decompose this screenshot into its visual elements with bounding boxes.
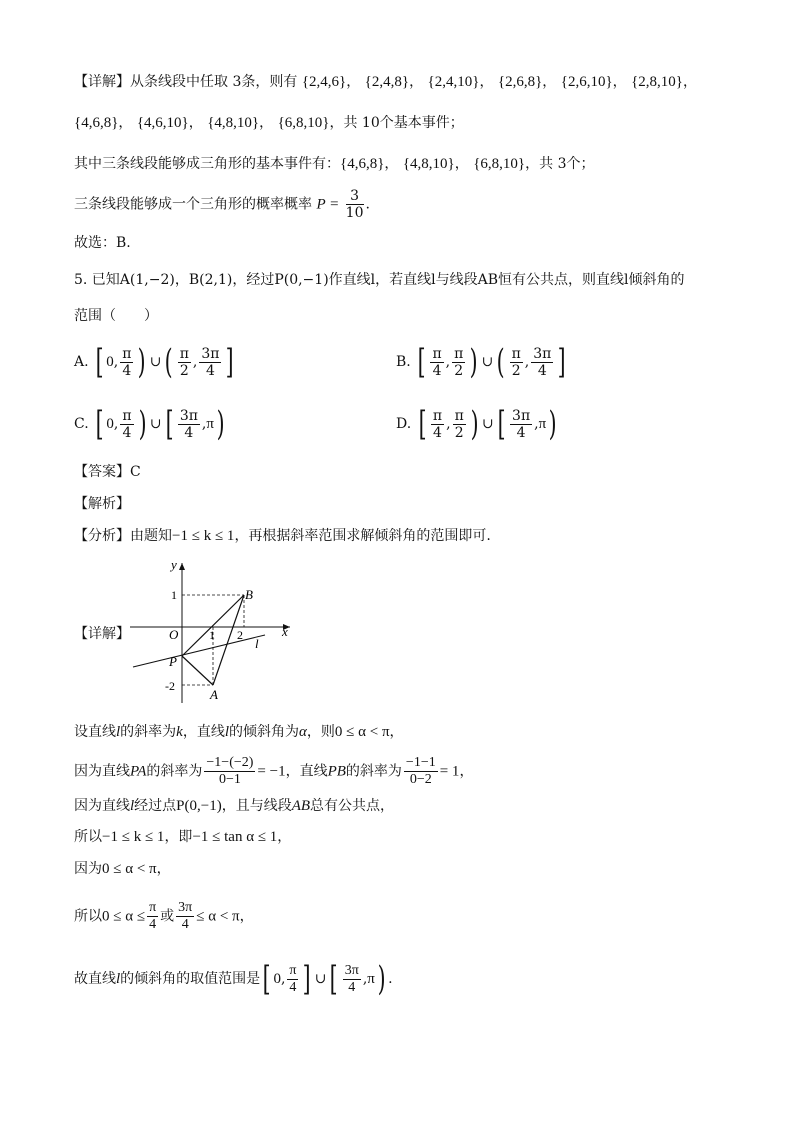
solution-line-5: 因为0 ≤ α < π， bbox=[74, 861, 171, 877]
segment-pa bbox=[182, 656, 213, 685]
question-5: 5. 已知A(1,−2)，B(2,1)，经过P(0,−1)作直线l，若直线l与线段AB恒有公共点，则直线l倾斜角的 bbox=[74, 272, 685, 288]
tick-x-1: 1 bbox=[209, 628, 215, 642]
set-item: {6,8,10} bbox=[473, 156, 526, 172]
option-d[interactable]: D. [ $\frac{\pi}{4}$ , $\frac{\pi}{2}$ ) ∪ [ $\frac{3\pi}{4}$ ,π) bbox=[396, 404, 557, 444]
label-b: B bbox=[245, 587, 253, 602]
set-item: {2,4,6} bbox=[301, 74, 347, 90]
detail-tag: 【详解】 bbox=[74, 74, 130, 90]
detail-paragraph-1: 【详解】从条线段中任取 3条，则有 {2,4,6}， {2,4,8}， {2,4,10}， {2,6,8}， {2,6,10}， {2,8,10}， bbox=[74, 74, 698, 90]
solution-line-7: 故直线l的倾斜角的取值范围是[ 0, $\frac{\pi}{4}$ ] ∪ [ $\frac{3\pi}{4}$ ,π) . bbox=[74, 959, 393, 999]
set-item: {6,8,10} bbox=[277, 115, 330, 131]
tick-y-1: 1 bbox=[171, 588, 177, 602]
solution-line-4: 所以−1 ≤ k ≤ 1，即−1 ≤ tan α ≤ 1， bbox=[74, 829, 292, 845]
set-item: {2,6,8} bbox=[497, 74, 543, 90]
set-item: {2,4,10} bbox=[427, 74, 480, 90]
question-5-cont: 范围（ ） bbox=[74, 308, 158, 324]
set-item: {4,8,10} bbox=[402, 156, 455, 172]
label-x: x bbox=[282, 624, 288, 639]
set-item: {4,8,10} bbox=[207, 115, 260, 131]
solution-line-2: 因为直线PA的斜率为 $\frac{-1-(-2)}{0-1}$ = −1，直线PB的斜率为 $\frac{-1-1}{0-2}$ = 1， bbox=[74, 755, 474, 787]
set-item: {4,6,10} bbox=[136, 115, 189, 131]
probability-fraction: $\frac{3}{10}$ bbox=[345, 188, 364, 221]
y-axis-arrow bbox=[179, 563, 185, 570]
solution-line-1: 设直线l的斜率为k，直线l的倾斜角为α，则0 ≤ α < π， bbox=[74, 724, 404, 740]
choice-line: 故选：B. bbox=[74, 235, 131, 251]
set-item: {4,6,8} bbox=[74, 115, 119, 131]
analysis-tag: 【解析】 bbox=[74, 496, 130, 512]
label-o: O bbox=[169, 627, 179, 642]
answer-line: 【答案】C bbox=[74, 464, 141, 480]
tick-y-neg2: -2 bbox=[165, 679, 175, 693]
set-item: {2,4,8} bbox=[364, 74, 410, 90]
option-b[interactable]: B. [ $\frac{\pi}{4}$ , $\frac{\pi}{2}$ ) ∪ ( $\frac{\pi}{2}$ , $\frac{3\pi}{4}$ ] bbox=[396, 342, 566, 382]
detail-paragraph-1-cont: {4,6,8}， {4,6,10}， {4,8,10}， {6,8,10}，共 10个基本事件； bbox=[74, 115, 464, 131]
coordinate-figure bbox=[125, 555, 305, 705]
probability-line: 三条线段能够成一个三角形的概率概率 P = $\frac{3}{10}$ . bbox=[74, 188, 370, 221]
solution-line-3: 因为直线l经过点P(0,−1)，且与线段AB总有公共点， bbox=[74, 798, 395, 814]
option-c[interactable]: C. [ 0, $\frac{\pi}{4}$ ) ∪ [ $\frac{3\pi}{4}$ ,π) bbox=[74, 404, 225, 444]
label-y: y bbox=[171, 557, 177, 572]
segment-pb bbox=[182, 595, 244, 656]
set-item: {4,6,8} bbox=[340, 156, 385, 172]
label-p: P bbox=[169, 654, 177, 669]
detail-paragraph-2: 其中三条线段能够成三角形的基本事件有：{4,6,8}， {4,8,10}， {6,8,10}，共 3个； bbox=[74, 156, 595, 172]
fenxi-line: 【分析】由题知−1 ≤ k ≤ 1，再根据斜率范围求解倾斜角的范围即可. bbox=[74, 528, 491, 544]
option-a[interactable]: A. [ 0, $\frac{\pi}{4}$ ) ∪ ( $\frac{\pi}{2}$ , $\frac{3\pi}{4}$ ] bbox=[74, 342, 235, 382]
detail-tag-2: 【详解】 bbox=[74, 626, 130, 642]
label-l: l bbox=[255, 636, 259, 651]
label-a: A bbox=[210, 687, 218, 702]
tick-x-2: 2 bbox=[237, 628, 243, 642]
solution-line-6: 所以0 ≤ α ≤ $\frac{\pi}{4}$ 或 $\frac{3\pi}{4}$ ≤ α < π， bbox=[74, 900, 254, 932]
set-item: {2,6,10} bbox=[560, 74, 613, 90]
set-item: {2,8,10} bbox=[631, 74, 684, 90]
